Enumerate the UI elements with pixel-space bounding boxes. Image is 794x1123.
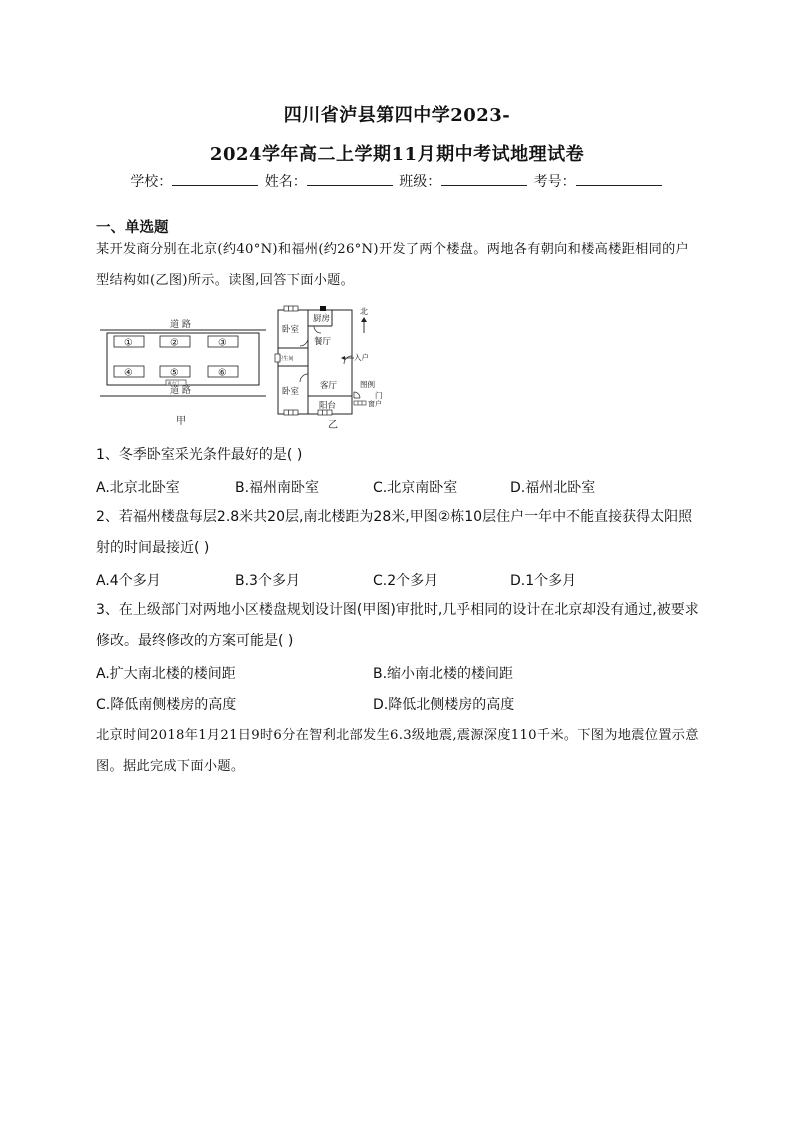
- building-3: [208, 336, 238, 349]
- legend-door-icon: [354, 392, 360, 398]
- question-2-stem: 2、若福州楼盘每层2.8米共20层,南北楼距为28米,甲图②栋10层住户一年中不能直接获得太阳照射的时间最接近( ): [96, 509, 693, 556]
- option-d: D.福州北卧室: [510, 480, 596, 496]
- road-label-top: 道 路: [170, 320, 191, 330]
- name-blank: [307, 171, 393, 186]
- building-5-label: ⑤: [170, 367, 179, 379]
- intro-paragraph: 某开发商分别在北京(约40°N)和福州(约26°N)开发了两个楼盘。两地各有朝向和楼高楼距相同的户型结构如(乙图)所示。读图,回答下面小题。: [96, 242, 690, 288]
- figure-jia-caption: 甲: [176, 416, 186, 427]
- option-c: C.2个多月: [373, 573, 439, 589]
- question-3-options-row2: [96, 694, 706, 718]
- question-1-options: [96, 477, 706, 501]
- question-2-options: [96, 570, 706, 594]
- figure-yi-caption: 乙: [328, 420, 338, 431]
- option-a: A.扩大南北楼的楼间距: [96, 666, 236, 682]
- figure-jia: [100, 316, 270, 428]
- building-1: [114, 336, 144, 349]
- building-1-label: ①: [124, 337, 133, 349]
- kitchen-chimney: [320, 306, 326, 311]
- question-3-options-row1: [96, 663, 706, 687]
- living-room-label: 客厅: [320, 381, 338, 391]
- intro-paragraph-2: 北京时间2018年1月21日9时6分在智利北部发生6.3级地震,震源深度110千米。下图为地震位置示意图。据此完成下面小题。: [96, 728, 699, 774]
- building-6: [208, 366, 238, 379]
- legend-window-icon: [354, 401, 366, 405]
- school-blank: [172, 171, 258, 186]
- building-5: [160, 366, 190, 379]
- building-6-label: ⑥: [218, 367, 227, 379]
- building-2-label: ②: [170, 337, 179, 349]
- exam-title-line2: 2024学年高二上学期11月期中考试地理试卷: [209, 144, 585, 165]
- option-a: A.北京北卧室: [96, 480, 180, 496]
- south-gate-label: 南大门: [167, 380, 179, 386]
- option-b: B.福州南卧室: [235, 480, 320, 496]
- north-arrow-icon: [361, 317, 367, 333]
- option-d: D.1个多月: [510, 573, 577, 589]
- exam-title-line1: 四川省泸县第四中学2023-: [283, 105, 511, 126]
- balcony-label: 阳台: [319, 401, 337, 411]
- question-3-stem: 3、在上级部门对两地小区楼盘规划设计图(甲图)审批时,几乎相同的设计在北京却没有通过,被要求修改。最终修改的方案可能是( ): [96, 602, 699, 649]
- option-a: A.4个多月: [96, 573, 161, 589]
- legend-door-label: 门: [375, 391, 383, 400]
- bedroom-north-label: 卧室: [282, 325, 300, 335]
- bathroom-label: 卫生间: [278, 356, 294, 362]
- section-heading: 一、单选题: [96, 220, 169, 236]
- legend-title: 图例: [360, 380, 375, 389]
- building-4: [114, 366, 144, 379]
- student-info-line: [0, 171, 794, 191]
- option-c: C.降低南侧楼房的高度: [96, 697, 237, 713]
- building-4-label: ④: [124, 367, 133, 379]
- option-b: B.3个多月: [235, 573, 300, 589]
- figure-yi: [274, 302, 404, 432]
- question-1-stem: 1、冬季卧室采光条件最好的是( ): [96, 447, 303, 463]
- legend-window-label: 窗户: [368, 400, 382, 408]
- kitchen-label: 厨房: [313, 314, 331, 324]
- entrance-label: 入户: [354, 353, 369, 362]
- bedroom-south-label: 卧室: [282, 387, 300, 397]
- class-blank: [441, 171, 527, 186]
- school-label: 学校：: [130, 174, 173, 190]
- name-label: 姓名：: [264, 174, 307, 190]
- exam-no-blank: [576, 171, 662, 186]
- building-3-label: ③: [218, 337, 227, 349]
- option-b: B.缩小南北楼的楼间距: [373, 666, 514, 682]
- building-2: [160, 336, 190, 349]
- class-label: 班级：: [399, 174, 442, 190]
- option-d: D.降低北侧楼房的高度: [373, 697, 515, 713]
- north-label: 北: [360, 307, 368, 316]
- option-c: C.北京南卧室: [373, 480, 458, 496]
- exam-no-label: 考号：: [533, 174, 576, 190]
- road-label-bottom: 道 路: [170, 386, 191, 396]
- dining-label: 餐厅: [314, 337, 332, 347]
